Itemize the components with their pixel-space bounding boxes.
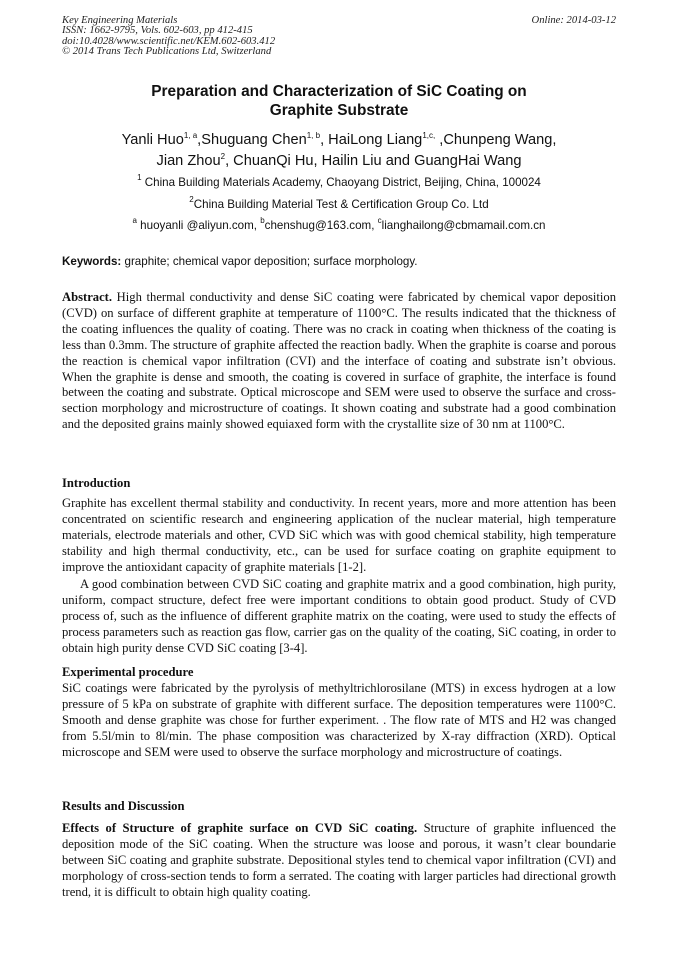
introduction-paragraph-2: A good combination between CVD SiC coating and graphite matrix and a good combination, high purity, uniform, compact structure, defect free were important conditions to obtain good product. Study of CVD process of, such as the influence of different graphite matrix on the coating, were used to study the effects of process parameters such as reaction gas flow, carrier gas on the quality of the coating, SiC coating, in order to obtain high purity dense CVD SiC coating [3-4]. bbox=[62, 577, 616, 655]
online-date: Online: 2014-03-12 bbox=[531, 15, 616, 26]
affiliation-sup: 2 bbox=[189, 195, 194, 204]
affiliation-text: China Building Material Test & Certification Group Co. Ltd bbox=[193, 198, 489, 211]
title-line-1: Preparation and Characterization of SiC Coating on bbox=[151, 83, 527, 100]
author-sup: 1,c, bbox=[422, 131, 436, 140]
email-sup: c bbox=[377, 216, 382, 225]
affiliation-text: China Building Materials Academy, Chaoyang District, Beijing, China, 100024 bbox=[141, 176, 541, 189]
email-link[interactable]: huoyanli @aliyun.com, bbox=[136, 219, 261, 232]
issn-line: ISSN: 1662-9795, Vols. 602-603, pp 412-415 bbox=[62, 25, 253, 37]
journal-name: Key Engineering Materials bbox=[62, 15, 178, 26]
email-sup: a bbox=[132, 216, 137, 225]
abstract bbox=[62, 290, 616, 433]
email-link[interactable]: lianghailong@cbmamail.com.cn bbox=[381, 219, 546, 232]
journal-header bbox=[62, 16, 616, 58]
introduction-paragraph-1: Graphite has excellent thermal stability and conductivity. In recent years, more and more attention has been concentrated on scientific research and engineering application of the nuclear material, high temperature materials, electrode materials and other, CVD SiC which was with good chemical stability, high temperature stability and high thermal conductivity, etc., can be used for surface coating on graphite equipment to improve the antioxidant capacity of graphite materials [1-2]. bbox=[62, 496, 616, 574]
email-link[interactable]: chenshug@163.com, bbox=[264, 219, 378, 232]
keywords-text: graphite; chemical vapor deposition; surface morphology. bbox=[121, 255, 418, 268]
results-subheading: Effects of Structure of graphite surface on CVD SiC coating. bbox=[62, 821, 418, 835]
affiliation-1 bbox=[62, 173, 616, 190]
results-heading: Results and Discussion bbox=[62, 799, 185, 813]
author-list bbox=[62, 130, 616, 172]
email-sup: b bbox=[260, 216, 265, 225]
copyright-line: © 2014 Trans Tech Publications Ltd, Switzerland bbox=[62, 46, 272, 58]
doi-line: doi:10.4028/www.scientific.net/KEM.602-603.412 bbox=[62, 35, 276, 47]
introduction-heading: Introduction bbox=[62, 476, 131, 490]
author-name: Yanli Huo bbox=[121, 132, 184, 148]
author-sup: 1, a bbox=[183, 131, 198, 140]
author-name: ,Shuguang Chen bbox=[197, 132, 307, 148]
author-name: , HaiLong Liang bbox=[320, 132, 423, 148]
keywords bbox=[62, 255, 616, 269]
abstract-text: High thermal conductivity and dense SiC coating were fabricated by chemical vapor deposition (CVD) on surface of different graphite at temperature of 1100°C. The results indicated that the thickness of the coating influences the quality of coating. There was no crack in coating when thickness of the coating is less than 0.3mm. The structure of graphite affected the reaction badly. When the graphite is coarse and porous the reaction is chemical vapor infiltration (CVI) and the interface of coating and substrate isn’t obvious. When the graphite is dense and smooth, the coating is covered in surface of graphite, the interface is found between the coating and substrate. Optical microscope and SEM were used to observe the surface and cross-section morphology and microstructure of coatings. It shown coating and substrate had a good combination and the deposited grains mainly showed equiaxed form with the crystallite size of 30 nm at 1100°C. bbox=[62, 290, 616, 432]
results-text: Structure of graphite influenced the deposition mode of the SiC coating. When the structure was loose and porous, it wasn’t clear boundarie between SiC coating and graphite substrate. Depositional styles tend to chemical vapor infiltration (CVI) and morphology of cross-section tends to form a serrated. The coating with larger particles had directional growth trend, it is difficult to obtain high quality coating. bbox=[62, 821, 616, 899]
author-sup: 2 bbox=[220, 152, 226, 161]
experimental-paragraph: SiC coatings were fabricated by the pyrolysis of methyltrichlorosilane (MTS) in excess hydrogen at a low pressure of 5 kPa on substrate of graphite with different surface. The deposition temperatures were 1100°C. Smooth and dense graphite was chose for further experiment. . The flow rate of MTS and H2 was changed from 5.5l/min to 8l/min. The phase composition was characterized by X-ray diffraction (XRD). Optical microscope and SEM were used to observe the surface morphology and microstructure of coatings. bbox=[62, 681, 616, 759]
abstract-label: Abstract. bbox=[62, 290, 113, 304]
title-line-2: Graphite Substrate bbox=[269, 102, 409, 119]
author-emails bbox=[62, 216, 616, 233]
results-paragraph bbox=[62, 821, 616, 901]
paper-title bbox=[62, 82, 616, 120]
keywords-label: Keywords: bbox=[62, 255, 122, 268]
affiliation-2 bbox=[62, 195, 616, 212]
author-sup: 1, b bbox=[306, 131, 321, 140]
author-name: Jian Zhou bbox=[156, 153, 221, 169]
author-name: ,Chunpeng Wang, bbox=[435, 132, 557, 148]
author-name: , ChuanQi Hu, Hailin Liu and GuangHai Wang bbox=[225, 153, 522, 169]
affiliation-sup: 1 bbox=[137, 173, 142, 182]
experimental-heading: Experimental procedure bbox=[62, 665, 194, 679]
